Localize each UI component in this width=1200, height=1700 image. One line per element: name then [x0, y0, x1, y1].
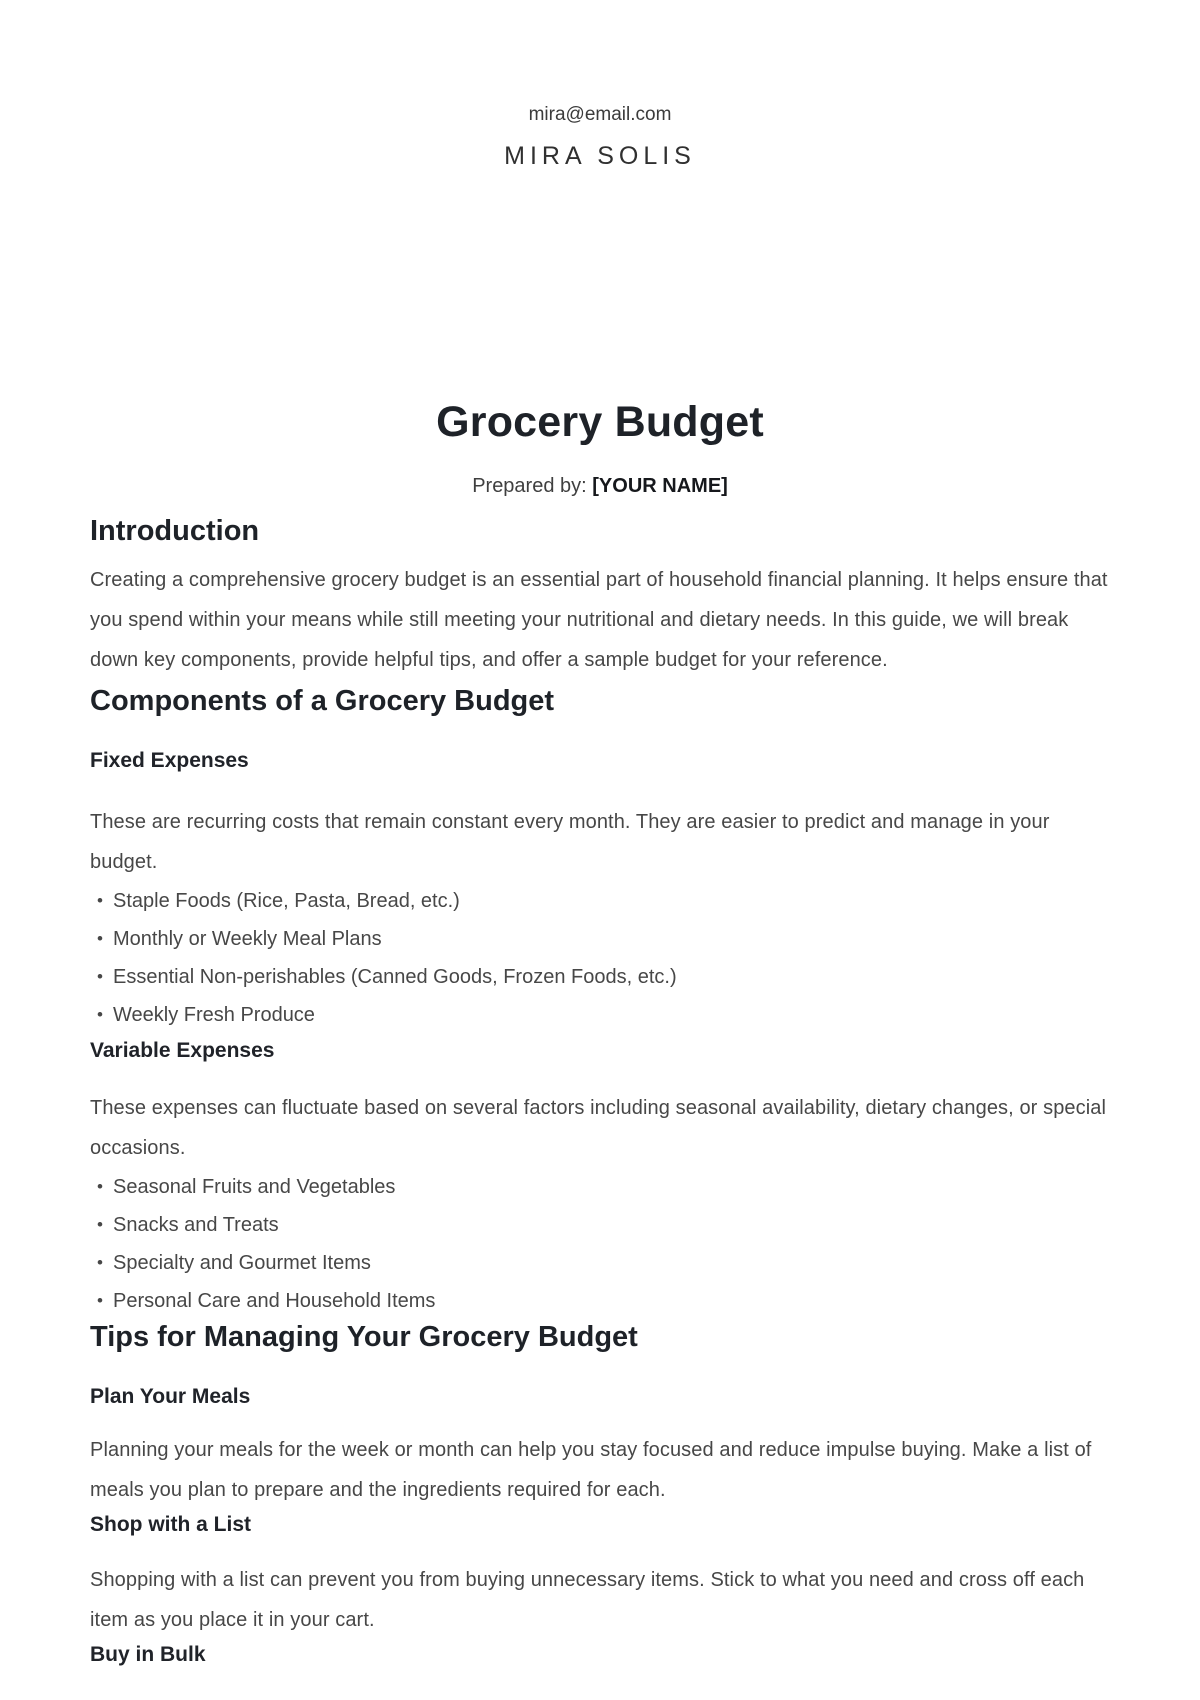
header-email: mira@email.com — [528, 104, 672, 125]
prepared-by-value: [YOUR NAME] — [592, 475, 728, 497]
section-heading-components: Components of a Grocery Budget — [90, 685, 555, 717]
fixed-expenses-bullet-list — [90, 882, 1110, 1034]
variable-expenses-bullet-list — [90, 1168, 1110, 1320]
prepared-by-line — [90, 474, 1110, 498]
prepared-by-label: Prepared by: — [472, 475, 587, 497]
header-name: MIRA SOLIS — [504, 142, 696, 170]
list-item: • Snacks and Treats — [90, 1206, 1110, 1244]
subheading-fixed-expenses: Fixed Expenses — [90, 749, 249, 772]
list-item: • Essential Non-perishables (Canned Goods, Frozen Foods, etc.) — [90, 958, 1110, 996]
subheading-plan-your-meals: Plan Your Meals — [90, 1385, 251, 1408]
subheading-buy-in-bulk: Buy in Bulk — [90, 1643, 206, 1666]
list-item: • Seasonal Fruits and Vegetables — [90, 1168, 1110, 1206]
section-heading-introduction: Introduction — [90, 515, 260, 547]
page-title: Grocery Budget — [436, 398, 764, 446]
section-heading-tips: Tips for Managing Your Grocery Budget — [90, 1321, 638, 1353]
subheading-variable-expenses: Variable Expenses — [90, 1039, 275, 1062]
list-item: • Monthly or Weekly Meal Plans — [90, 920, 1110, 958]
list-item: • Weekly Fresh Produce — [90, 996, 1110, 1034]
shop-with-a-list-paragraph: Shopping with a list can prevent you from buying unnecessary items. Stick to what you need and cross off each item as you place it in your cart. — [90, 1569, 1085, 1631]
introduction-paragraph: Creating a comprehensive grocery budget is an essential part of household financial planning. It helps ensure that you spend within your means while still meeting your nutritional and dietary needs. In this guide, we will break down key components, provide helpful tips, and offer a sample budget for your reference. — [90, 569, 1108, 671]
list-item: • Staple Foods (Rice, Pasta, Bread, etc.) — [90, 882, 1110, 920]
subheading-shop-with-a-list: Shop with a List — [90, 1513, 251, 1536]
list-item: • Personal Care and Household Items — [90, 1282, 1110, 1320]
plan-your-meals-paragraph: Planning your meals for the week or month can help you stay focused and reduce impulse buying. Make a list of meals you plan to prepare and the ingredients required for each. — [90, 1439, 1092, 1501]
fixed-expenses-paragraph: These are recurring costs that remain constant every month. They are easier to predict and manage in your budget. — [90, 811, 1050, 873]
document-header — [90, 0, 1110, 171]
list-item: • Specialty and Gourmet Items — [90, 1244, 1110, 1282]
variable-expenses-paragraph: These expenses can fluctuate based on several factors including seasonal availability, dietary changes, or special occasions. — [90, 1097, 1107, 1159]
